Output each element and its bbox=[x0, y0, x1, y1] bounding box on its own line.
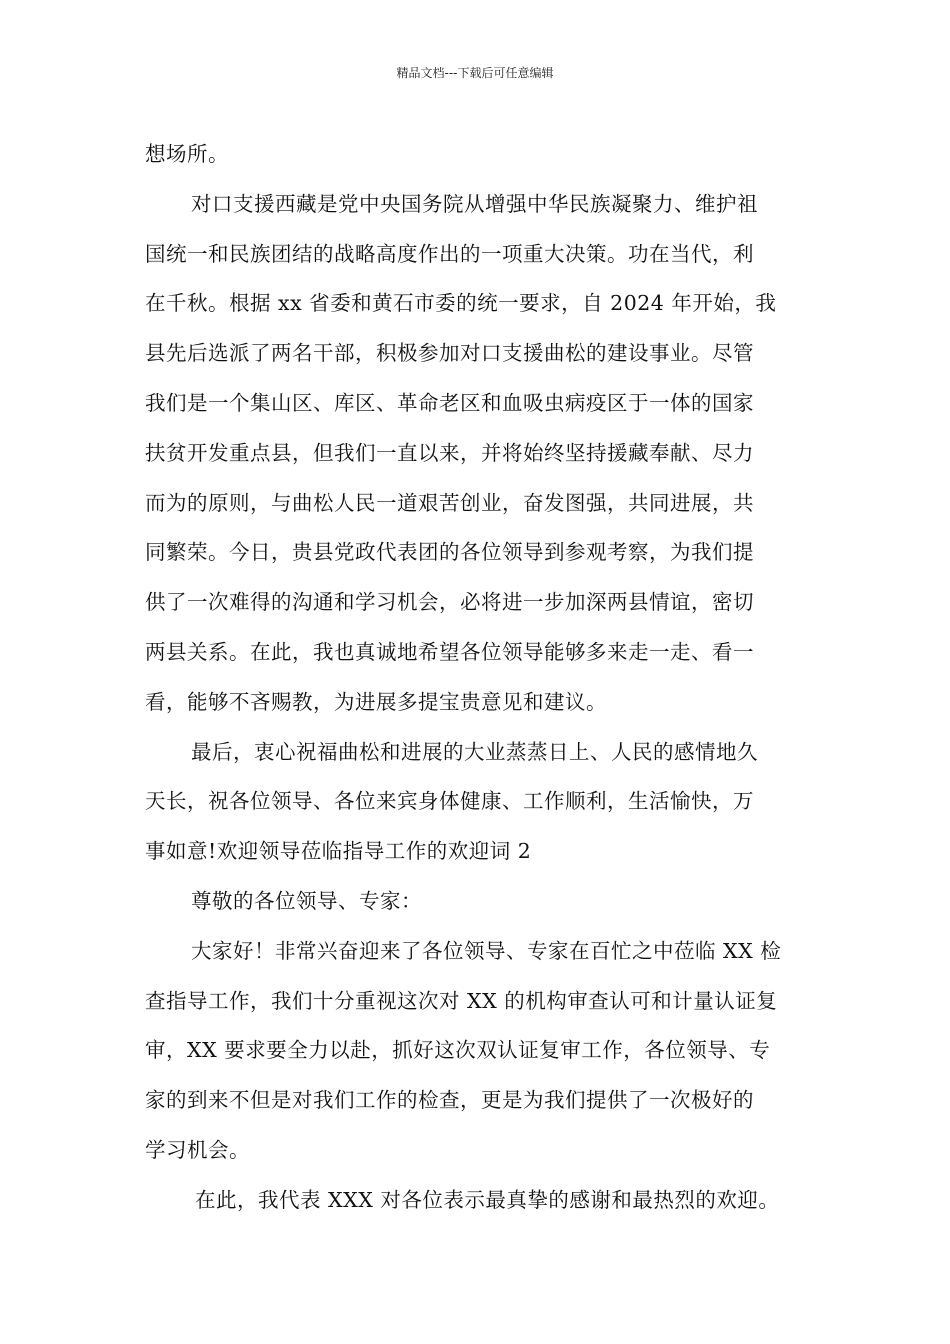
document-body bbox=[145, 130, 820, 1226]
text-line: 学习机会。 bbox=[145, 1137, 250, 1162]
text-line: 扶贫开发重点县，但我们一直以来，并将始终坚持援藏奉献、尽力 bbox=[145, 440, 754, 465]
text-line: 在千秋。根据 xx 省委和黄石市委的统一要求，自 2024 年开始，我 bbox=[145, 291, 777, 316]
text-line: 想场所。 bbox=[145, 142, 229, 166]
text-line: 同繁荣。今日，贵县党政代表团的各位领导到参观考察，为我们提 bbox=[145, 540, 754, 565]
page-header: 精品文档---下载后可任意编辑 bbox=[396, 66, 554, 80]
text-line: 看，能够不吝赐教，为进展多提宝贵意见和建议。 bbox=[145, 689, 607, 714]
text-line: 国统一和民族团结的战略高度作出的一项重大决策。功在当代，利 bbox=[145, 241, 754, 266]
text-line: 查指导工作，我们十分重视这次对 XX 的机构审查认可和计量认证复 bbox=[145, 988, 778, 1013]
text-line: 我们是一个集山区、库区、革命老区和血吸虫病疫区于一体的国家 bbox=[145, 390, 754, 415]
text-line: 而为的原则，与曲松人民一道艰苦创业，奋发图强，共同进展，共 bbox=[145, 490, 754, 515]
text-line: 天长，祝各位领导、各位来宾身体健康、工作顺利，生活愉快，万 bbox=[145, 789, 754, 814]
paragraph-start: 大家好！非常兴奋迎来了各位领导、专家在百忙之中莅临 XX 检 bbox=[191, 938, 782, 963]
text-line: 家的到来不但是对我们工作的检查，更是为我们提供了一次极好的 bbox=[145, 1088, 754, 1113]
text-line: 审，XX 要求要全力以赴，抓好这次双认证复审工作，各位领导、专 bbox=[145, 1038, 771, 1063]
text-line: 两县关系。在此，我也真诚地希望各位领导能够多来走一走、看一 bbox=[145, 639, 754, 664]
salutation: 尊敬的各位领导、专家： bbox=[191, 888, 422, 913]
text-line: 县先后选派了两名干部，积极参加对口支援曲松的建设事业。尽管 bbox=[145, 341, 754, 366]
paragraph-start: 最后，衷心祝福曲松和进展的大业蒸蒸日上、人民的感情地久 bbox=[191, 739, 758, 764]
text-line: 供了一次难得的沟通和学习机会，必将进一步加深两县情谊，密切 bbox=[145, 590, 754, 615]
paragraph-start: 在此，我代表 XXX 对各位表示最真挚的感谢和最热烈的欢迎。 bbox=[195, 1187, 780, 1212]
paragraph-start: 对口支援西藏是党中央国务院从增强中华民族凝聚力、维护祖 bbox=[191, 191, 758, 216]
text-line: 事如意!欢迎领导莅临指导工作的欢迎词 2 bbox=[145, 839, 532, 864]
